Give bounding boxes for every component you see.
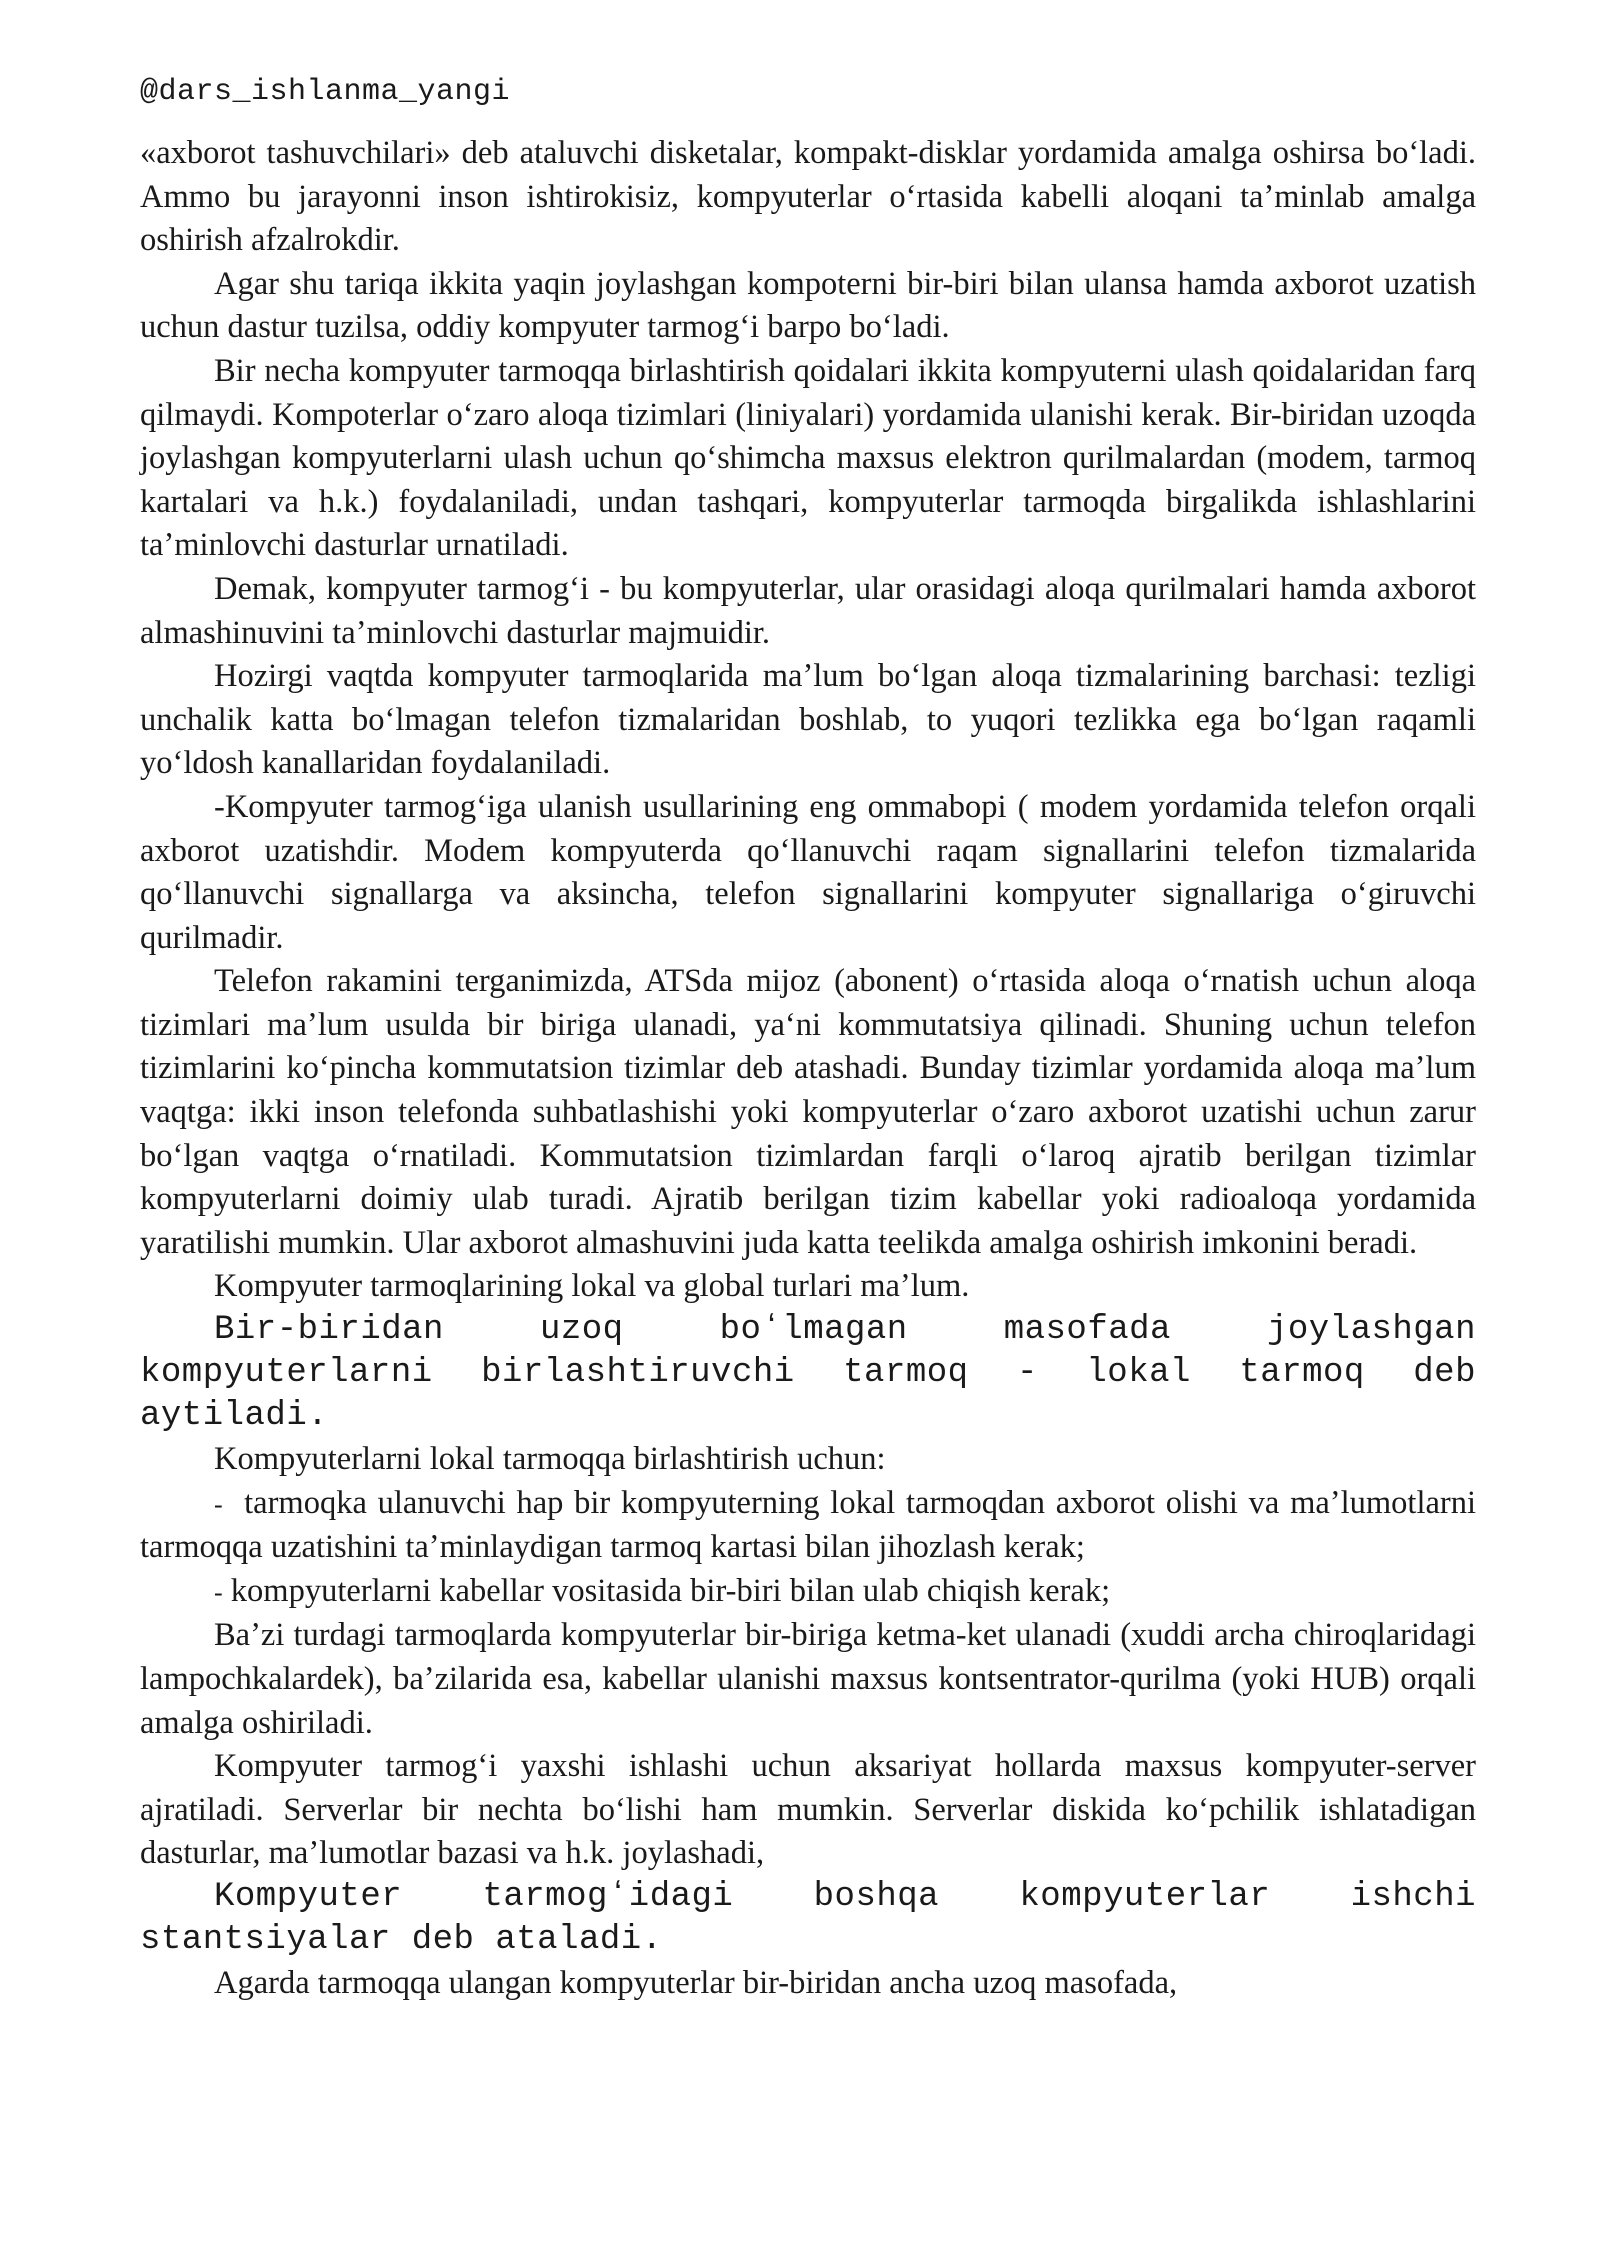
- paragraph: Hozirgi vaqtda kompyuter tarmoqlarida maʼlum boʻlgan aloqa tizmalarining barchasi: tezligi unchalik katta boʻlmagan telefon tizmalaridan boshlab, to yuqori tezlikka ega boʻlgan raqamli yoʻldosh kanallaridan foydalaniladi.: [140, 658, 1476, 782]
- list-item-text: kompyuterlarni kabellar vositasida bir-biri bilan ulab chiqish kerak;: [230, 1572, 1111, 1609]
- document-page: [140, 70, 1476, 2006]
- paragraph: Baʼzi turdagi tarmoqlarda kompyuterlar bir-biriga ketma-ket ulanadi (xuddi archa chiroqlaridagi lampochkalardek), baʼzilarida esa, kabellar ulanishi maxsus kontsentrator-qurilma (yoki HUB) orqali amalga oshiriladi.: [140, 1617, 1476, 1741]
- list-item: [140, 1482, 1476, 1570]
- list-dash: -: [214, 1489, 223, 1519]
- paragraph: -Kompyuter tarmogʻiga ulanish usullarining eng ommabopi ( modem yordamida telefon orqali axborot uzatishdir. Modem kompyuterda qoʻllanuvchi raqam signallarini telefon tizmalarida qoʻllanuvchi signallarga va aksincha, telefon signallarini kompyuter signallariga oʻgiruvchi qurilmadir.: [140, 788, 1476, 956]
- paragraph: Telefon rakamini terganimizda, ATSda mijoz (abonent) oʻrtasida aloqa oʻrnatish uchun aloqa tizimlari maʼlum usulda bir biriga ulanadi, yaʻni kommutatsiya qilinadi. Shuning uchun telefon tizimlarini koʻpincha kommutatsion tizimlar deb atashadi. Bunday tizimlar yordamida aloqa maʼlum vaqtga: ikki inson telefonda suhbatlashishi yoki kompyuterlar oʻzaro axborot uzatishi uchun zarur boʻlgan vaqtga oʻrnatiladi. Kommutatsion tizimlardan farqli oʻlaroq ajratib berilgan tizimlar kompyuterlarni doimiy ulab turadi. Ajratib berilgan tizim kabellar yoki radioaloqa yordamida yaratilishi mumkin. Ular axborot almashuvini juda katta teelikda amalga oshirish imkonini beradi.: [140, 963, 1476, 1261]
- paragraph: Demak, kompyuter tarmogʻi - bu kompyuterlar, ular orasidagi aloqa qurilmalari hamda axborot almashinuvini taʼminlovchi dasturlar majmuidir.: [140, 570, 1476, 651]
- paragraph: Kompyuter tarmogʻi yaxshi ishlashi uchun aksariyat hollarda maxsus kompyuter-server ajratiladi. Serverlar bir nechta boʻlishi ham mumkin. Serverlar diskida koʻpchilik ishlatadigan dasturlar, maʼlumotlar bazasi va h.k. joylashadi,: [140, 1748, 1476, 1872]
- list-item: [140, 1570, 1476, 1615]
- paragraph: Kompyuterlarni lokal tarmoqqa birlashtirish uchun:: [214, 1441, 886, 1478]
- list-dash: -: [214, 1577, 223, 1607]
- paragraph: Agar shu tariqa ikkita yaqin joylashgan kompoterni bir-biri bilan ulansa hamda axborot uzatish uchun dastur tuzilsa, oddiy kompyuter tarmogʻi barpo boʻladi.: [140, 265, 1476, 346]
- document-body: [140, 132, 1476, 2006]
- paragraph: Agarda tarmoqqa ulangan kompyuterlar bir-biridan ancha uzoq masofada,: [214, 1964, 1178, 2001]
- paragraph: Kompyuter tarmoqlarining lokal va global turlari maʼlum.: [214, 1268, 970, 1305]
- definition-paragraph: Bir-biridan uzoq boʻlmagan masofada joylashgan kompyuterlarni birlashtiruvchi tarmoq - lokal tarmoq deb aytiladi.: [140, 1311, 1476, 1436]
- list-item-text: tarmoqka ulanuvchi hap bir kompyuterning lokal tarmoqdan axborot olishi va maʼlumotlarni tarmoqqa uzatishini taʼminlaydigan tarmoq kartasi bilan jihozlash kerak;: [140, 1484, 1477, 1566]
- page-header: @dars_ishlanma_yangi: [140, 75, 511, 109]
- paragraph: «axborot tashuvchilari» deb ataluvchi disketalar, kompakt-disklar yordamida amalga oshirsa boʻladi. Ammo bu jarayonni inson ishtirokisiz, kompyuterlar oʻrtasida kabelli aloqani taʼminlab amalga oshirish afzalrokdir.: [140, 135, 1476, 259]
- definition-paragraph: Kompyuter tarmogʻidagi boshqa kompyuterlar ishchi stantsiyalar deb ataladi.: [140, 1877, 1476, 1959]
- paragraph: Bir necha kompyuter tarmoqqa birlashtirish qoidalari ikkita kompyuterni ulash qoidalaridan farq qilmaydi. Kompoterlar oʻzaro aloqa tizimlari (liniyalari) yordamida ulanishi kerak. Bir-biridan uzoqda joylashgan kompyuterlarni ulash uchun qoʻshimcha maxsus elektron qurilmalardan (modem, tarmoq kartalari va h.k.) foydalaniladi, undan tashqari, kompyuterlar tarmoqda birgalikda ishlashlarini taʼminlovchi dasturlar urnatiladi.: [140, 352, 1476, 564]
